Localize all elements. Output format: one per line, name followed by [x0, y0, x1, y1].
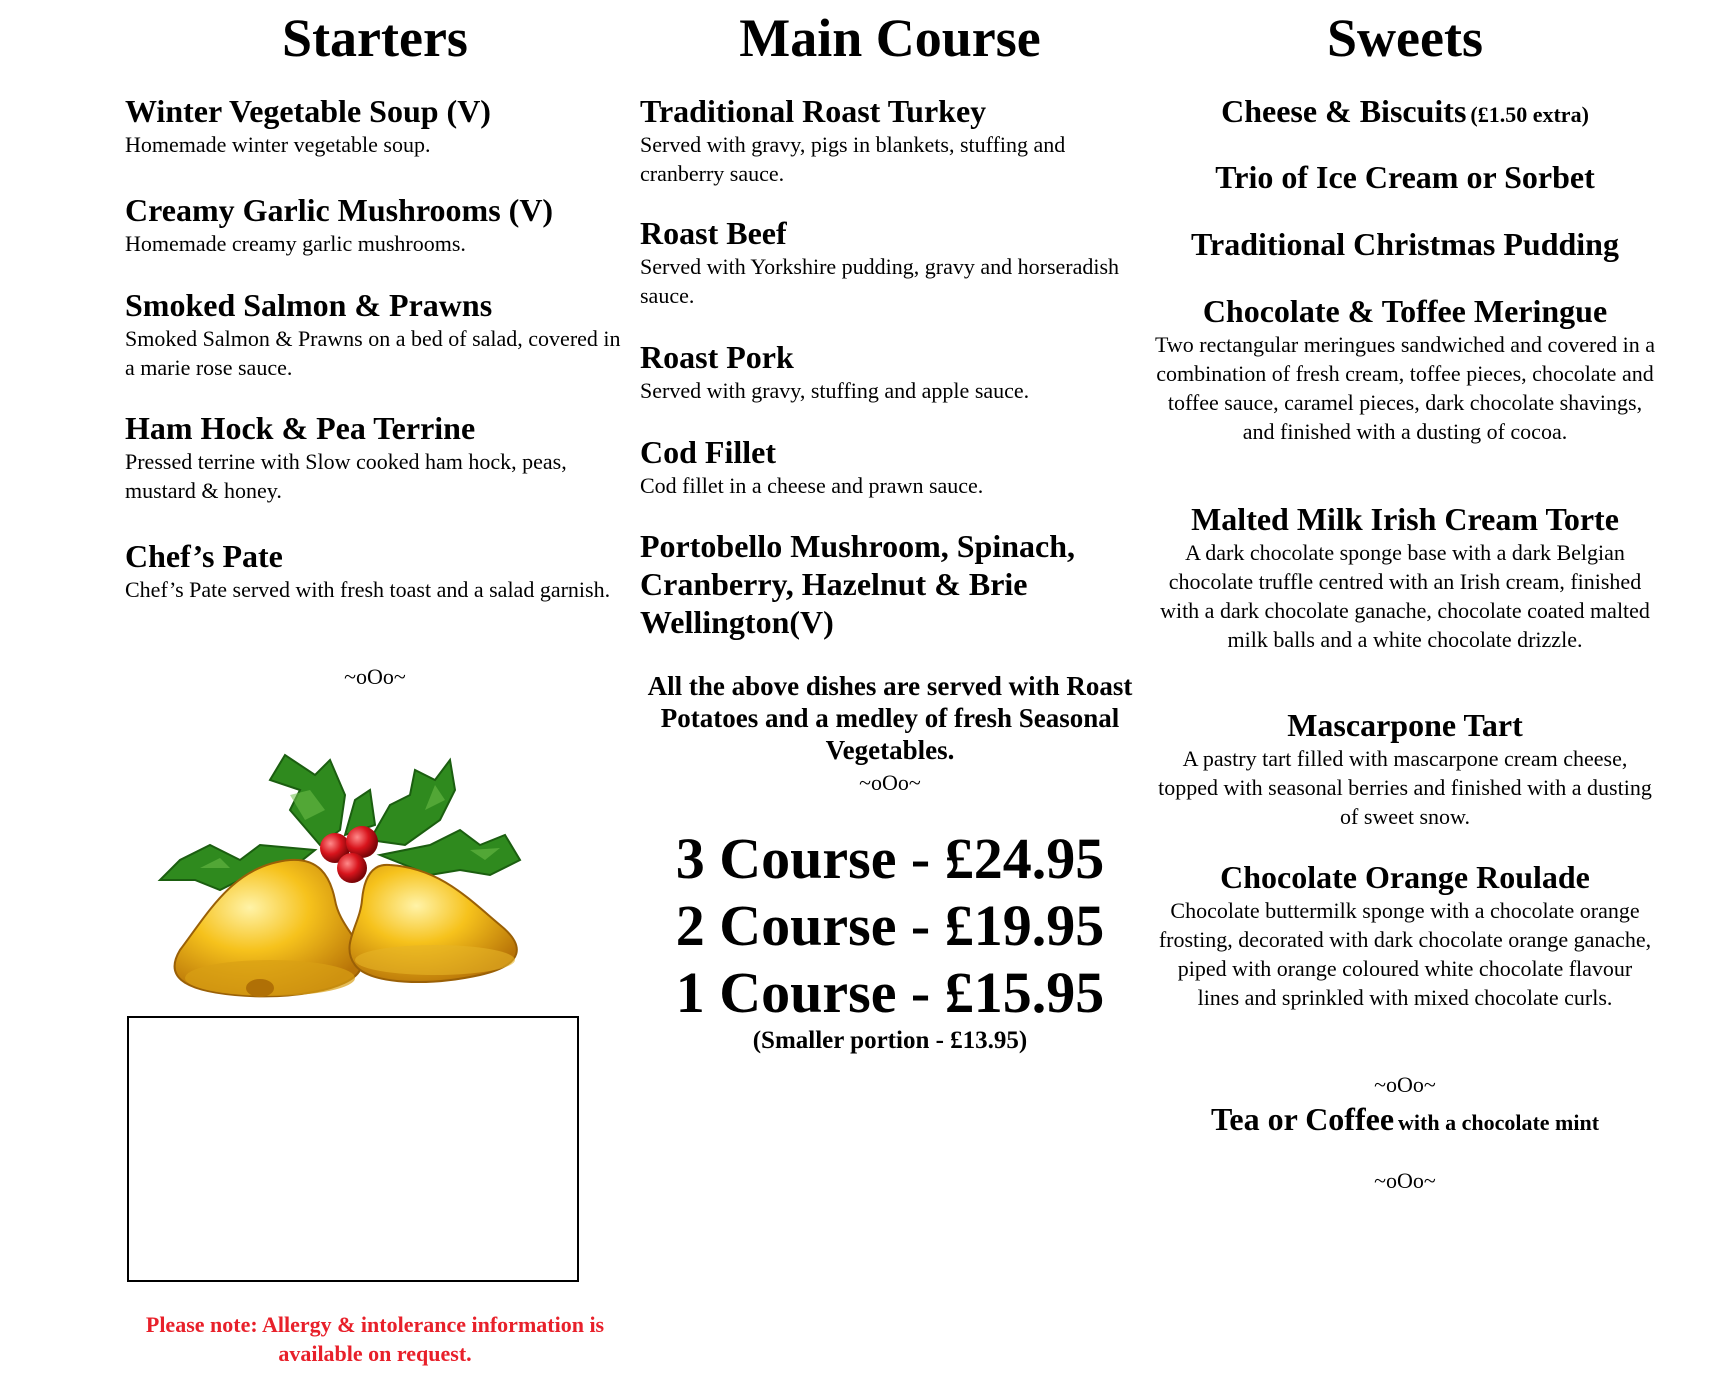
starter-title: Chef’s Pate: [125, 538, 283, 574]
starter-desc: Chef’s Pate served with fresh toast and a salad garnish.: [125, 577, 611, 602]
sweet-item-cheese: [1155, 92, 1655, 130]
sweet-desc: Two rectangular meringues sandwiched and covered in a combination of fresh cream, toffee pieces, chocolate and toffee sauce, caramel pieces, dark chocolate shavings, and finished with a dusting of cocoa.: [1155, 332, 1655, 444]
sweet-title: Trio of Ice Cream or Sorbet: [1215, 159, 1595, 195]
starter-item-terrine: [125, 409, 625, 505]
christmas-bells-icon: [140, 750, 560, 1005]
starter-title: Ham Hock & Pea Terrine: [125, 410, 476, 446]
tea-coffee-item: [1155, 1100, 1655, 1138]
price-1-course: 1 Course - £15.95: [675, 960, 1105, 1025]
served-with-note: All the above dishes are served with Roast Potatoes and a medley of fresh Seasonal Vegetables.: [647, 671, 1133, 765]
main-item-turkey: [640, 92, 1130, 188]
starters-heading: Starters: [282, 8, 468, 68]
starters-separator: ~oOo~: [344, 664, 406, 689]
allergy-note: Please note: Allergy & intolerance information is available on request.: [145, 1312, 605, 1366]
sweet-title: Traditional Christmas Pudding: [1191, 226, 1619, 262]
price-list: [640, 825, 1140, 1056]
sweet-title: Chocolate Orange Roulade: [1220, 859, 1590, 895]
sweet-item-pudding: [1155, 225, 1655, 263]
sweet-title: Malted Milk Irish Cream Torte: [1191, 501, 1619, 537]
starter-desc: Homemade winter vegetable soup.: [125, 132, 431, 157]
starter-item-salmon: [125, 286, 625, 382]
sweet-item-torte: [1155, 500, 1655, 654]
starter-desc: Homemade creamy garlic mushrooms.: [125, 231, 466, 256]
tea-coffee-extra: with a chocolate mint: [1398, 1110, 1600, 1135]
starter-title: Smoked Salmon & Prawns: [125, 287, 493, 323]
smaller-portion-price: (Smaller portion - £13.95): [752, 1027, 1028, 1054]
starter-item-pate: [125, 537, 625, 604]
main-title: Roast Pork: [640, 339, 794, 375]
main-item-wellington: [640, 527, 1100, 641]
price-2-course: 2 Course - £19.95: [675, 893, 1105, 958]
sweet-desc: Chocolate buttermilk sponge with a chocolate orange frosting, decorated with dark chocolate orange ganache, piped with orange coloured white chocolate flavour lines and sprinkled with mixed chocolate curls.: [1158, 898, 1652, 1010]
starter-title: Winter Vegetable Soup (V): [125, 93, 491, 129]
sweets-separator-bottom: ~oOo~: [1374, 1168, 1436, 1193]
sweets-column: [1155, 0, 1655, 1193]
sweets-separator: ~oOo~: [1374, 1072, 1436, 1097]
main-title: Cod Fillet: [640, 434, 776, 470]
starter-item-mushrooms: [125, 191, 625, 258]
main-separator: ~oOo~: [859, 770, 921, 795]
main-item-beef: [640, 214, 1130, 310]
sweet-title: Chocolate & Toffee Meringue: [1202, 293, 1608, 329]
blank-box: [127, 1016, 579, 1282]
main-desc: Served with gravy, pigs in blankets, stuffing and cranberry sauce.: [640, 132, 1066, 186]
sweets-heading: Sweets: [1327, 8, 1483, 68]
main-desc: Served with gravy, stuffing and apple sauce.: [640, 378, 1030, 403]
main-title: Roast Beef: [640, 215, 787, 251]
sweet-item-roulade: [1155, 858, 1655, 1012]
main-course-column: [640, 0, 1140, 1054]
main-desc: Served with Yorkshire pudding, gravy and horseradish sauce.: [640, 254, 1120, 308]
main-item-cod: [640, 433, 1130, 500]
main-title: Portobello Mushroom, Spinach, Cranberry, Hazelnut & Brie Wellington(V): [640, 528, 1075, 640]
starter-desc: Pressed terrine with Slow cooked ham hock, peas, mustard & honey.: [125, 449, 567, 503]
starter-item-soup: [125, 92, 625, 159]
sweet-item-meringue: [1155, 292, 1655, 446]
sweet-item-mascarpone: [1155, 706, 1655, 831]
starters-column: [125, 0, 625, 1366]
tea-coffee-title: Tea or Coffee: [1210, 1101, 1395, 1137]
main-course-heading: Main Course: [739, 8, 1041, 68]
cheese-extra-price: (£1.50 extra): [1470, 102, 1589, 127]
sweet-desc: A dark chocolate sponge base with a dark Belgian chocolate truffle centred with an Irish cream, finished with a dark chocolate ganache, chocolate coated malted milk balls and a white chocolate drizzle.: [1160, 540, 1650, 652]
sweet-title: Mascarpone Tart: [1287, 707, 1523, 743]
starter-desc: Smoked Salmon & Prawns on a bed of salad, covered in a marie rose sauce.: [125, 326, 621, 380]
main-item-pork: [640, 338, 1130, 405]
sweet-desc: A pastry tart filled with mascarpone cream cheese, topped with seasonal berries and finished with a dusting of sweet snow.: [1158, 746, 1652, 829]
price-3-course: 3 Course - £24.95: [675, 826, 1105, 891]
sweet-item-ice-cream: [1155, 158, 1655, 196]
main-desc: Cod fillet in a cheese and prawn sauce.: [640, 473, 984, 498]
main-title: Traditional Roast Turkey: [640, 93, 987, 129]
starter-title: Creamy Garlic Mushrooms (V): [125, 192, 554, 228]
sweet-title: Cheese & Biscuits: [1221, 93, 1467, 129]
